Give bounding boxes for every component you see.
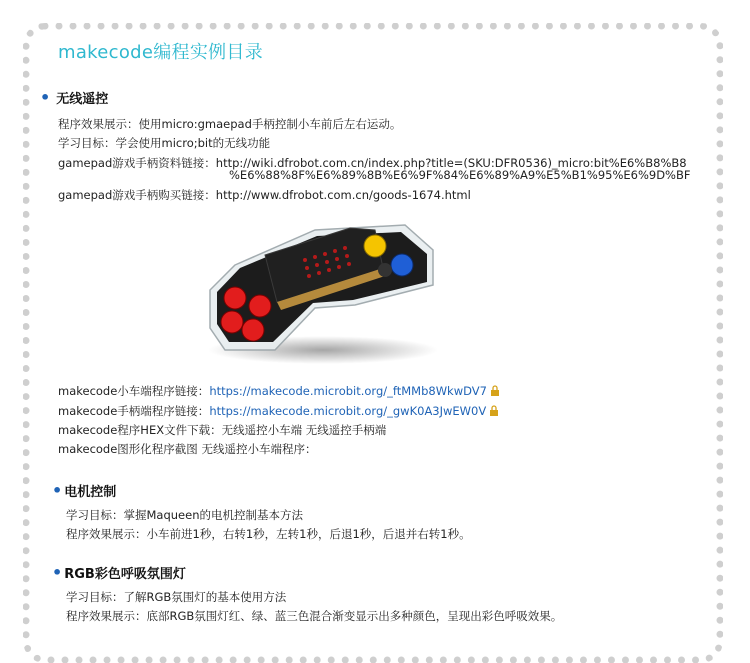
lock-icon bbox=[489, 405, 499, 419]
car-program-link-row bbox=[58, 383, 500, 399]
bullet-icon: • bbox=[40, 88, 51, 107]
section-heading-rgb bbox=[52, 563, 186, 582]
buy-link-row bbox=[58, 187, 471, 203]
pad-program-link-row bbox=[58, 403, 499, 419]
section-heading-motor bbox=[52, 481, 116, 500]
pad-program-label: makecode手柄端程序链接： bbox=[58, 404, 210, 418]
screenshot-line: makecode图形化程序截图 无线遥控小车端程序： bbox=[58, 442, 317, 456]
heading-text: 电机控制 bbox=[64, 485, 117, 500]
doc-link-url[interactable]: http://wiki.dfrobot.com.cn/index.php?title=(SKU:DFR0536)_micro:bit%E6%B8%B8 bbox=[215, 156, 687, 170]
section-heading-wireless bbox=[40, 88, 108, 107]
rgb-effect: 程序效果展示：底部RGB氛围灯红、绿、蓝三色混合渐变显示出多种颜色，呈现出彩色呼吸效果。 bbox=[66, 609, 563, 623]
car-program-url[interactable]: https://makecode.microbit.org/_ftMMb8WkwDV7 bbox=[209, 384, 487, 398]
buy-link-url[interactable]: http://www.dfrobot.com.cn/goods-1674.html bbox=[215, 188, 471, 202]
wireless-effect: 程序效果展示：使用micro:gmaepad手柄控制小车前后左右运动。 bbox=[58, 117, 402, 131]
doc-link-url-cont[interactable]: %E6%88%8F%E6%89%8B%E6%9F%84%E6%89%A9%E5%B1%95%E6%9D%BF bbox=[229, 168, 691, 182]
motor-goal: 学习目标：掌握Maqueen的电机控制基本方法 bbox=[66, 508, 303, 522]
pad-program-url[interactable]: https://makecode.microbit.org/_gwK0A3JwEW0V bbox=[209, 404, 487, 418]
heading-text: RGB彩色呼吸氛围灯 bbox=[64, 567, 186, 582]
heading-text: 无线遥控 bbox=[56, 92, 109, 107]
gamepad-product-image bbox=[205, 210, 440, 365]
buy-link-label: gamepad游戏手柄购买链接： bbox=[58, 188, 216, 202]
rgb-goal: 学习目标：了解RGB氛围灯的基本使用方法 bbox=[66, 590, 287, 604]
page-title: makecode编程实例目录 bbox=[58, 42, 264, 63]
car-program-label: makecode小车端程序链接： bbox=[58, 384, 210, 398]
doc-link-label: gamepad游戏手柄资料链接： bbox=[58, 156, 216, 170]
bullet-icon: • bbox=[52, 563, 63, 582]
wireless-goal: 学习目标：学会使用micro;bit的无线功能 bbox=[58, 136, 271, 150]
bullet-icon: • bbox=[52, 481, 63, 500]
hex-download-line: makecode程序HEX文件下载：无线遥控小车端 无线遥控手柄端 bbox=[58, 423, 387, 437]
lock-icon bbox=[490, 385, 500, 399]
motor-effect: 程序效果展示：小车前进1秒，右转1秒，左转1秒，后退1秒，后退并右转1秒。 bbox=[66, 527, 471, 541]
